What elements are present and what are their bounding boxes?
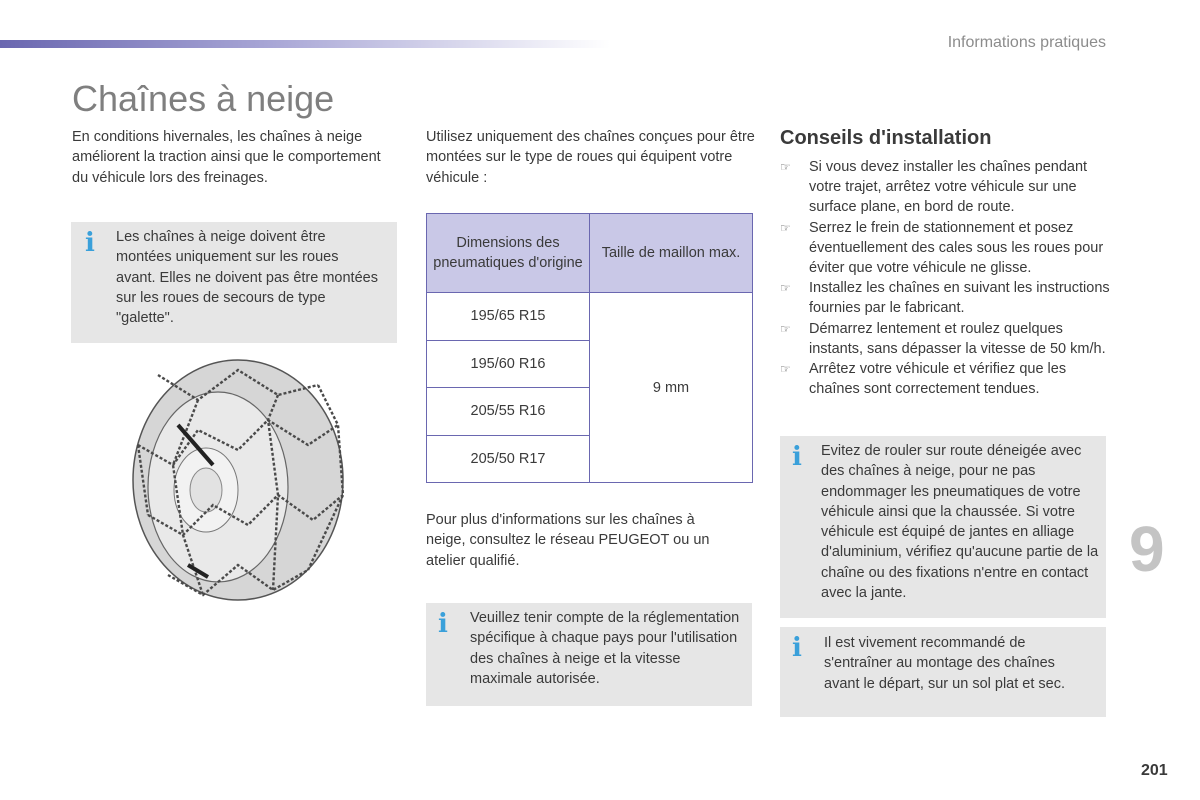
info-icon: i	[438, 609, 448, 639]
list-item	[780, 218, 1110, 279]
install-tips-list	[780, 157, 1110, 399]
usage-paragraph: Utilisez uniquement des chaînes conçues pour être montées sur le type de roues qui équipent votre véhicule :	[426, 129, 755, 186]
info-text: Evitez de rouler sur route déneigée avec des chaînes à neige, pour ne pas endommager les pneumatiques de votre véhicule ainsi que la chaussée. Si votre véhicule est équipé de jantes en alliage d'aluminium, vérifiez qu'aucune partie de la chaîne ou des fixations n'entre en contact avec la jante.	[821, 443, 1099, 602]
tip-text: Serrez le frein de stationnement et posez éventuellement des cales sous les roues pour éviter que votre véhicule ne glisse.	[809, 219, 1104, 277]
intro-paragraph: En conditions hivernales, les chaînes à neige améliorent la traction ainsi que le comportement du véhicule lors des freinages.	[72, 129, 381, 186]
info-icon: i	[792, 442, 802, 472]
tip-text: Démarrez lentement et roulez quelques instants, sans dépasser la vitesse de 50 km/h.	[809, 320, 1106, 357]
page-number: 201	[1141, 762, 1168, 779]
hub-center	[190, 468, 222, 512]
pointing-hand-icon: ☞	[780, 281, 791, 296]
info-text: Il est vivement recommandé de s'entraîner au montage des chaînes avant le départ, sur un sol plat et sec.	[824, 635, 1065, 692]
info-icon: i	[85, 228, 95, 258]
header-gradient-bar	[0, 40, 610, 48]
info-text: Veuillez tenir compte de la réglementation spécifique à chaque pays pour l'utilisation des chaînes à neige et la vitesse maximale autorisée.	[470, 610, 740, 687]
tip-text: Si vous devez installer les chaînes pendant votre trajet, arrêtez votre véhicule sur une surface plane, en bord de route.	[809, 159, 1088, 216]
tyre-size-cell: 195/65 R15	[427, 293, 590, 341]
list-item	[780, 359, 1110, 399]
tip-text: Arrêtez votre véhicule et vérifiez que les chaînes sont correctement tendues.	[809, 361, 1067, 398]
tip-text: Installez les chaînes en suivant les instructions fournies par le fabricant.	[809, 280, 1110, 317]
info-box-front-wheels	[71, 222, 397, 343]
list-item	[780, 157, 1110, 218]
more-info-paragraph: Pour plus d'informations sur les chaînes à neige, consultez le réseau PEUGEOT ou un atelier qualifié.	[426, 512, 710, 569]
info-box-practice	[780, 627, 1106, 717]
info-box-snowless-road	[780, 436, 1106, 618]
pointing-hand-icon: ☞	[780, 362, 791, 377]
list-item	[780, 278, 1110, 318]
link-size-cell: 9 mm	[590, 293, 753, 483]
chapter-number: 9	[1129, 513, 1165, 585]
pointing-hand-icon: ☞	[780, 321, 791, 336]
info-box-regulations	[426, 603, 752, 706]
table-header-row	[427, 214, 753, 293]
pointing-hand-icon: ☞	[780, 220, 791, 235]
info-text: Les chaînes à neige doivent être montées uniquement sur les roues avant. Elles ne doivent pas être montées sur les roues de secours de type "galette".	[116, 229, 378, 327]
list-item	[780, 319, 1110, 359]
info-icon: i	[792, 633, 802, 663]
section-label: Informations pratiques	[947, 34, 1106, 51]
install-heading: Conseils d'installation	[780, 127, 992, 149]
tyre-size-cell: 205/55 R16	[427, 388, 590, 436]
page-title: Chaînes à neige	[72, 78, 335, 119]
pointing-hand-icon: ☞	[780, 160, 791, 174]
tyre-size-cell: 195/60 R16	[427, 340, 590, 388]
tyre-size-cell: 205/50 R17	[427, 435, 590, 483]
table-row	[427, 293, 753, 341]
header-link-size: Taille de maillon max.	[590, 214, 753, 293]
snow-chain-wheel-illustration	[118, 355, 358, 610]
tyre-dimensions-table	[426, 213, 753, 483]
header-dimensions: Dimensions des pneumatiques d'origine	[427, 214, 590, 293]
